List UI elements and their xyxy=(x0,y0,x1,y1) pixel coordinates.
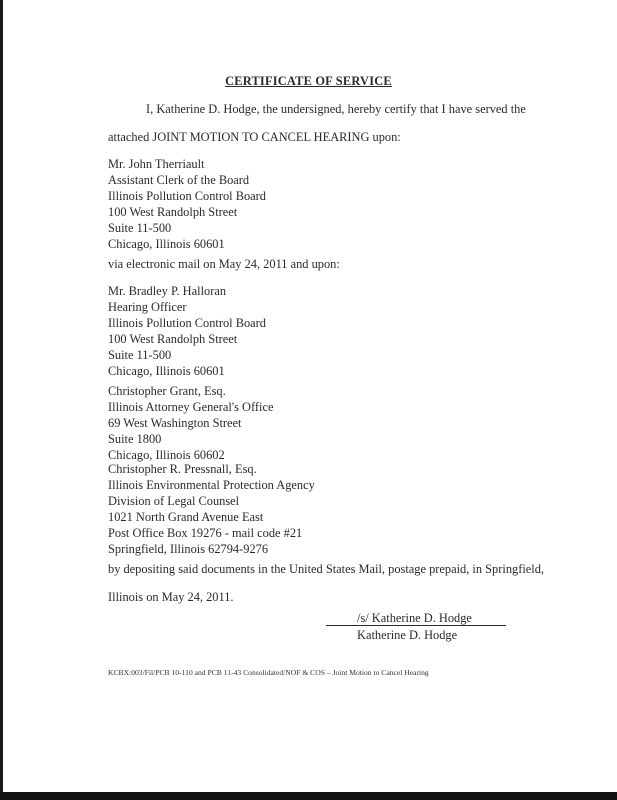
certification-statement-line-1: I, Katherine D. Hodge, the undersigned, hereby certify that I have served the xyxy=(146,102,526,116)
address-line: Christopher R. Pressnall, Esq. xyxy=(108,462,257,476)
address-line: Christopher Grant, Esq. xyxy=(108,384,226,398)
document-title: CERTIFICATE OF SERVICE xyxy=(225,74,392,88)
address-line: Division of Legal Counsel xyxy=(108,494,240,508)
recipient-address-pressnall xyxy=(108,461,315,557)
address-line: Assistant Clerk of the Board xyxy=(108,173,250,187)
address-line: 69 West Washington Street xyxy=(108,416,242,430)
document-footer-reference: KCBX:003/Fil/PCB 10-110 and PCB 11-43 Consolidated/NOF & COS – Joint Motion to Cancel Hearing xyxy=(108,668,429,677)
address-line: Illinois Environmental Protection Agency xyxy=(108,478,315,492)
electronic-signature: /s/ Katherine D. Hodge xyxy=(357,611,472,625)
address-line: Illinois Attorney General's Office xyxy=(108,400,274,414)
address-line: Suite 1800 xyxy=(108,432,162,446)
page-bottom-edge xyxy=(0,792,617,800)
address-line: Suite 11-500 xyxy=(108,221,172,235)
address-line: Chicago, Illinois 60601 xyxy=(108,364,225,378)
address-line: Mr. Bradley P. Halloran xyxy=(108,284,227,298)
address-line: Chicago, Illinois 60602 xyxy=(108,448,225,462)
address-line: Hearing Officer xyxy=(108,300,187,314)
service-method-mail-line-2: Illinois on May 24, 2011. xyxy=(108,590,234,604)
certification-statement-line-2: attached JOINT MOTION TO CANCEL HEARING upon: xyxy=(108,130,401,144)
signer-name: Katherine D. Hodge xyxy=(357,628,458,642)
address-line: Post Office Box 19276 - mail code #21 xyxy=(108,526,303,540)
service-method-mail-line-1: by depositing said documents in the United States Mail, postage prepaid, in Springfield, xyxy=(108,562,545,576)
address-line: 1021 North Grand Avenue East xyxy=(108,510,264,524)
address-line: Chicago, Illinois 60601 xyxy=(108,237,225,251)
recipient-address-grant xyxy=(108,383,273,463)
address-line: Suite 11-500 xyxy=(108,348,172,362)
address-line: 100 West Randolph Street xyxy=(108,332,238,346)
page-left-edge xyxy=(0,0,3,792)
address-line: Illinois Pollution Control Board xyxy=(108,316,266,330)
address-line: Mr. John Therriault xyxy=(108,157,205,171)
signature-line xyxy=(326,625,506,626)
address-line: Springfield, Illinois 62794-9276 xyxy=(108,542,269,556)
recipient-address-therriault xyxy=(108,156,266,252)
recipient-address-halloran xyxy=(108,283,266,379)
service-method-email: via electronic mail on May 24, 2011 and upon: xyxy=(108,257,340,271)
address-line: Illinois Pollution Control Board xyxy=(108,189,266,203)
address-line: 100 West Randolph Street xyxy=(108,205,238,219)
